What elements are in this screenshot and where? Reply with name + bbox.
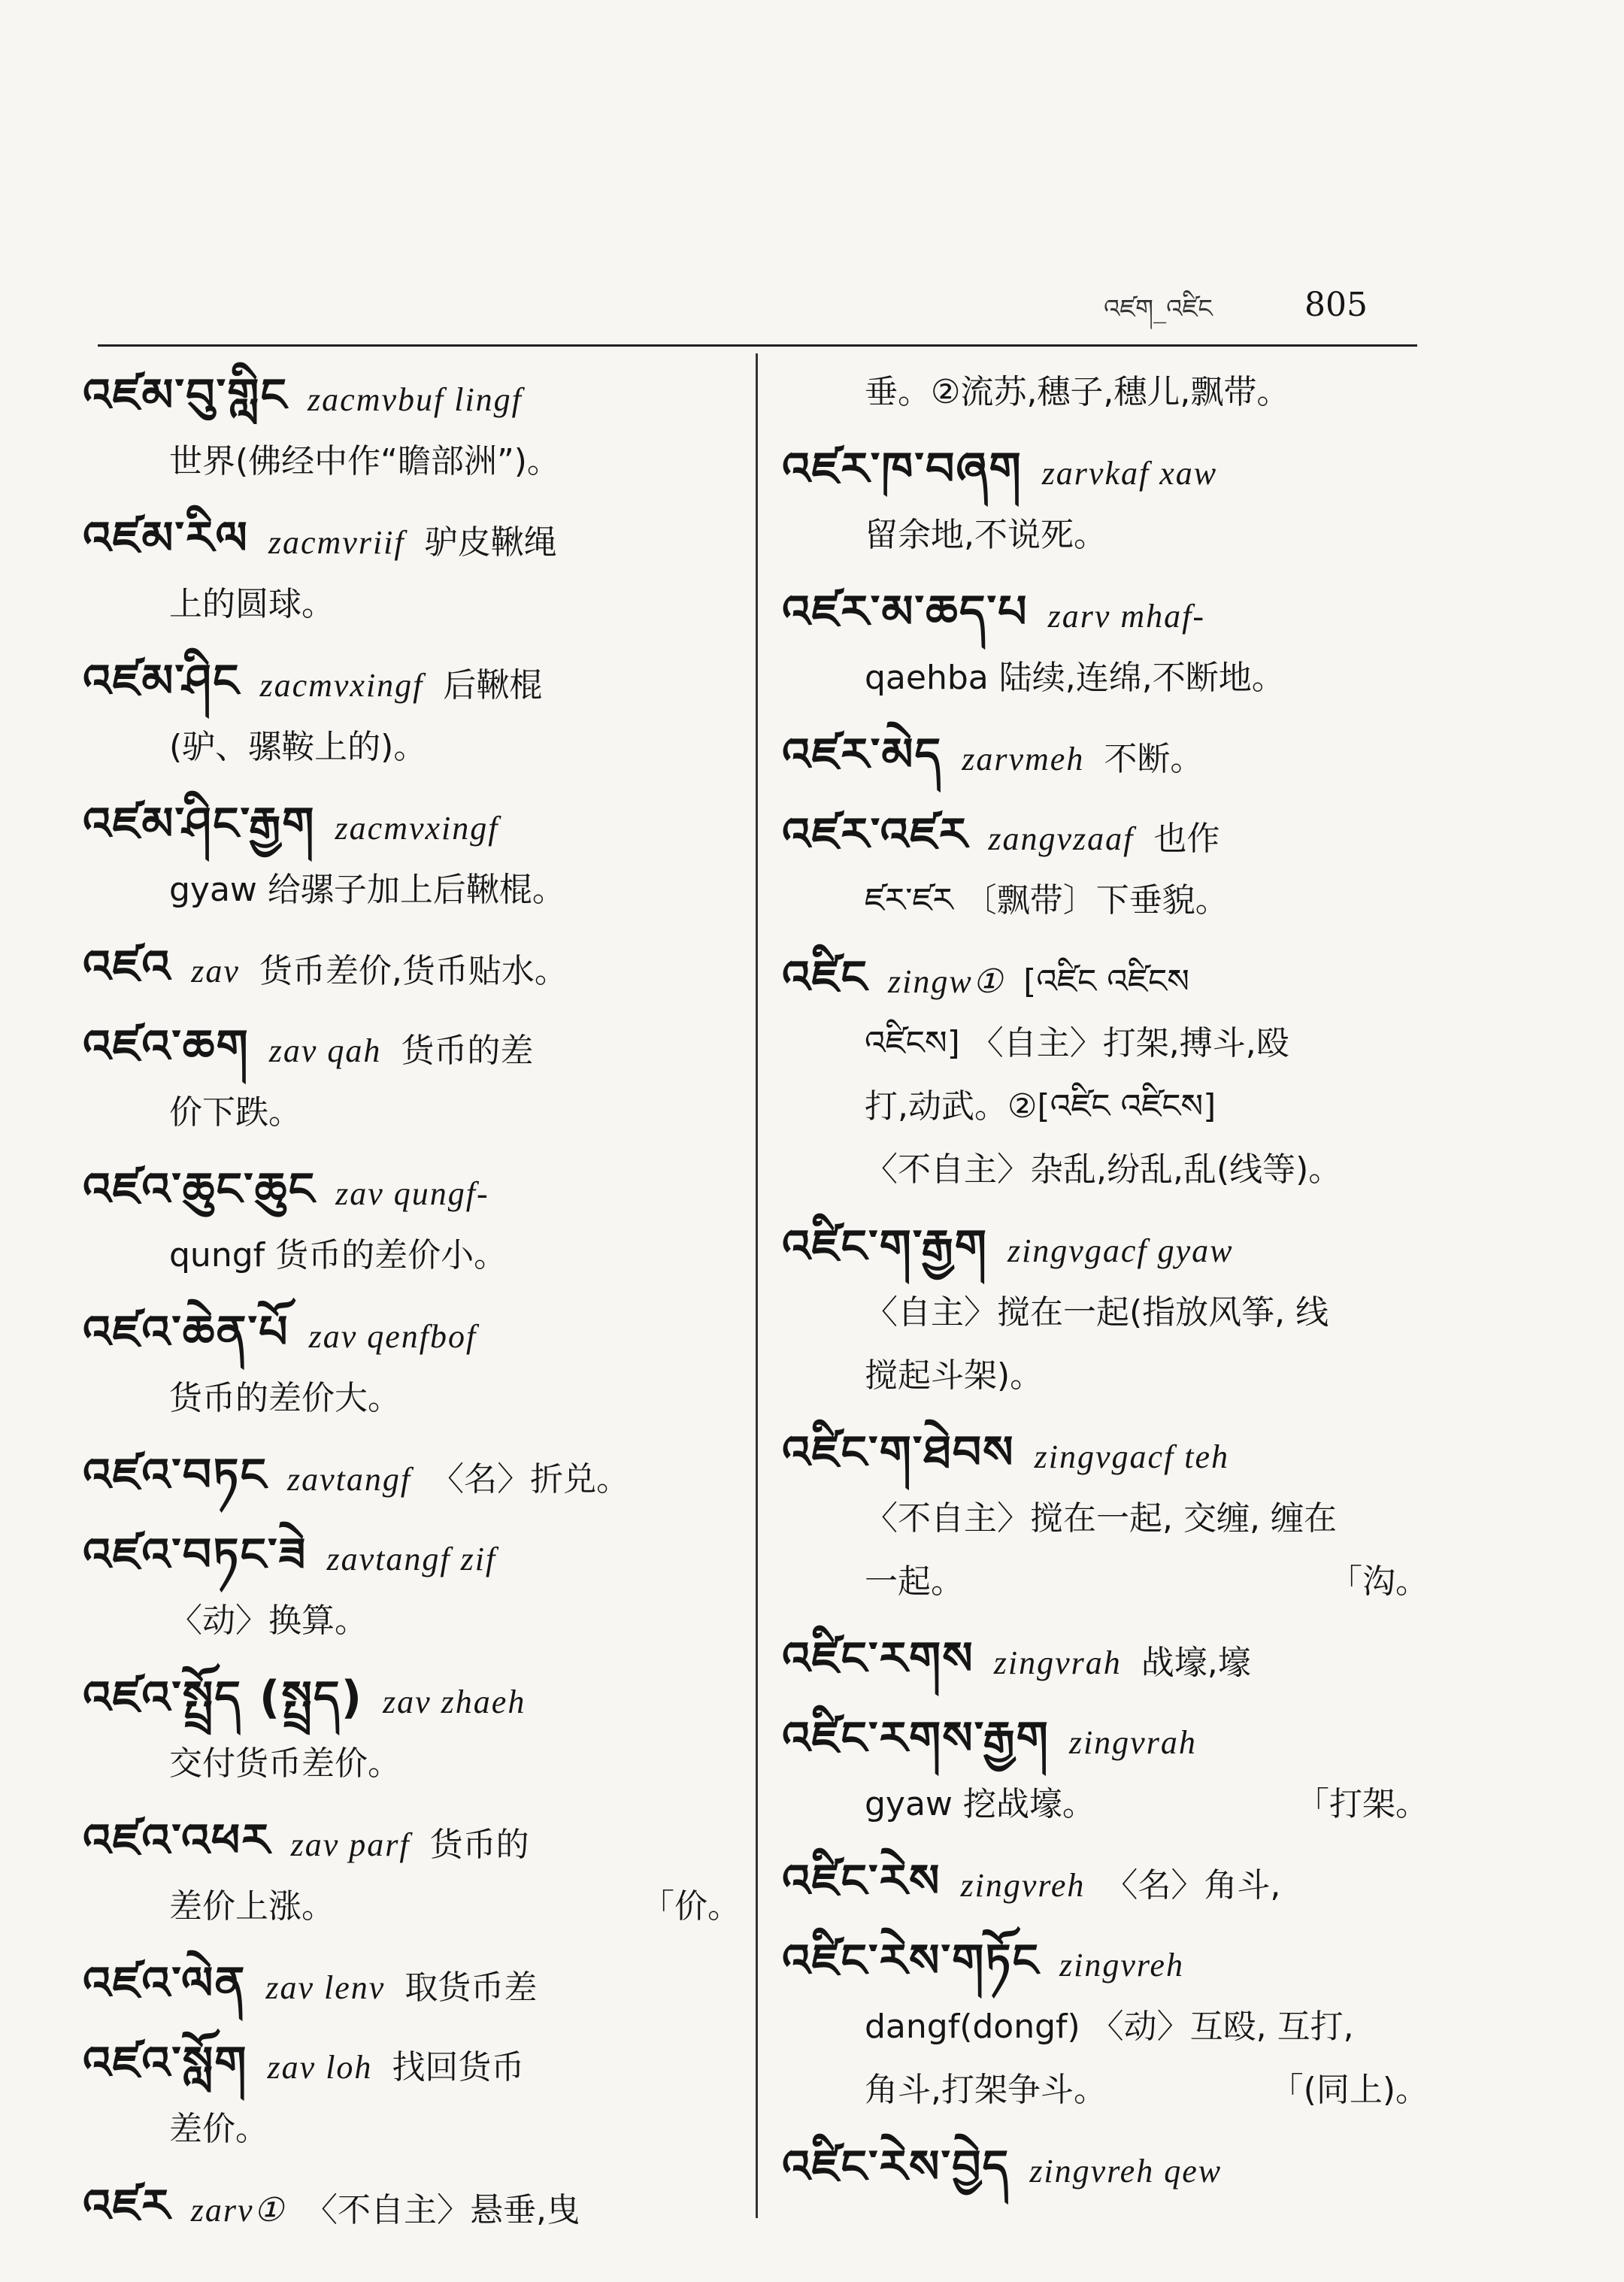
dictionary-entry xyxy=(782,1624,1429,1693)
tibetan-headword: འཛའ་ཆེན་པོ xyxy=(83,1306,289,1359)
definition-text: 〈不自主〉搅在一起, 交缠, 缠在 xyxy=(865,1499,1337,1538)
definition-continuation xyxy=(865,1344,1429,1408)
tibetan-headword: འཛིང་ག་ཐེབས xyxy=(782,1426,1015,1479)
romanization: zingvrah xyxy=(993,1644,1122,1681)
definition-text: 角斗,打架争斗。 xyxy=(865,2071,1107,2109)
definition-continuation xyxy=(865,1773,1429,1836)
entry-headline xyxy=(782,1926,1429,1996)
definition-continuation xyxy=(169,1367,741,1430)
dictionary-entry xyxy=(782,1847,1429,1916)
romanization: zarv① xyxy=(190,2192,286,2229)
tibetan-headword: འཛའ་སྤྲོད (སྤྲད) xyxy=(83,1671,364,1724)
entry-headline xyxy=(83,1806,741,1875)
column-divider xyxy=(756,353,758,2218)
left-column xyxy=(83,361,741,2251)
dictionary-entry xyxy=(83,1441,741,1510)
tibetan-headword: འཛའ་ཆག xyxy=(83,1020,250,1073)
definition-continuation xyxy=(169,1732,741,1796)
entry-headline xyxy=(83,361,741,430)
romanization: zav qenfbof xyxy=(308,1318,477,1355)
tibetan-headword: འཛའ་ལེན xyxy=(83,1957,247,2010)
tibetan-headword: འཛམ་བུ་གླིང xyxy=(83,369,289,422)
entry-headline xyxy=(83,647,741,716)
tibetan-headword: འཛིང་རེས xyxy=(782,1855,941,1908)
definition-continuation xyxy=(169,1590,741,1653)
tibetan-headword: འཛམ་ཤིང་རྒྱག xyxy=(83,798,316,850)
definition-text: qungf 货币的差价小。 xyxy=(169,1236,508,1274)
continuation-marker: 「(同上)。 xyxy=(1270,2071,1429,2109)
tibetan-headword: འཛར་ཁ་བཞག xyxy=(782,443,1023,495)
romanization: zarvkaf xaw xyxy=(1041,455,1218,492)
definition: 也作 xyxy=(1153,820,1220,858)
dictionary-entry xyxy=(83,1806,741,1938)
definition: 〈名〉角斗, xyxy=(1104,1866,1281,1905)
definition-continuation xyxy=(169,430,741,493)
definition-continuation xyxy=(865,1487,1429,1550)
dictionary-entry xyxy=(83,1520,741,1653)
dictionary-entry xyxy=(782,1704,1429,1836)
entry-headline xyxy=(83,1298,741,1367)
dictionary-entry xyxy=(782,435,1429,567)
definition-text: 搅起斗架)。 xyxy=(865,1356,1044,1395)
entry-headline xyxy=(782,1418,1429,1487)
romanization: zingvrah xyxy=(1068,1724,1197,1761)
dictionary-entry xyxy=(83,1155,741,1287)
tibetan-headword: འཛའ་བཏང་ཟེ xyxy=(83,1529,308,1581)
tibetan-headword: འཛའ xyxy=(83,941,172,993)
definition: 〈不自主〉悬垂,曳 xyxy=(304,2191,580,2229)
definition-continuation xyxy=(865,1075,1429,1138)
definition-text: 〈动〉换算。 xyxy=(169,1602,368,1640)
definition-continuation xyxy=(865,647,1429,710)
entry-headline xyxy=(782,720,1429,789)
entry-headline xyxy=(782,1624,1429,1693)
definition-text: 一起。 xyxy=(865,1562,964,1601)
entry-headline xyxy=(83,1949,741,2018)
tibetan-headword: འཛམ་རིལ xyxy=(83,512,249,565)
tibetan-headword: འཛའ་བཏང xyxy=(83,1449,268,1502)
tibetan-headword: འཛའ་འཕར xyxy=(83,1814,271,1867)
entry-headline xyxy=(782,1847,1429,1916)
entry-headline xyxy=(83,2029,741,2098)
dictionary-entry xyxy=(782,943,1429,1202)
romanization: zacmvbuf lingf xyxy=(308,381,523,418)
continuation-marker: 「打架。 xyxy=(1296,1785,1429,1823)
dictionary-entry xyxy=(83,1663,741,1796)
right-column xyxy=(782,361,1429,2212)
tibetan-headword: འཛར་མེད xyxy=(782,729,943,781)
tibetan-headword: འཛིང་རགས xyxy=(782,1632,974,1685)
romanization: zingvgacf teh xyxy=(1034,1438,1230,1475)
definition-text: qaehba 陆续,连绵,不断地。 xyxy=(865,659,1285,697)
definition: 取货币差 xyxy=(404,1968,538,2007)
dictionary-entry xyxy=(83,504,741,636)
definition-continuation xyxy=(169,1875,741,1938)
tibetan-headword: འཛིང་ག་རྒྱག xyxy=(782,1220,988,1273)
definition-text: 〈自主〉搅在一起(指放风筝, 线 xyxy=(865,1293,1329,1332)
definition: 货币的差 xyxy=(401,1032,534,1070)
dictionary-entry xyxy=(83,1012,741,1144)
dictionary-entry xyxy=(83,2029,741,2161)
definition-continuation xyxy=(865,2059,1429,2122)
dictionary-entry xyxy=(83,1949,741,2018)
entry-headline xyxy=(83,2171,741,2241)
tibetan-headword: འཛའ་ཆུང་ཆུང xyxy=(83,1163,317,1216)
definition: 货币差价,货币贴水。 xyxy=(259,952,568,990)
tibetan-headword: འཛར་འཛར xyxy=(782,808,969,861)
romanization: zacmvxingf xyxy=(335,810,499,847)
romanization: zav loh xyxy=(267,2049,373,2086)
tibetan-headword: འཛིང xyxy=(782,951,869,1004)
definition-text: 差价。 xyxy=(169,2110,268,2148)
definition-continuation xyxy=(865,361,1429,424)
romanization: zav qah xyxy=(268,1032,382,1069)
entry-headline xyxy=(83,789,741,859)
entry-headline xyxy=(83,504,741,573)
definition: 不断。 xyxy=(1104,740,1204,778)
dictionary-entry xyxy=(782,1926,1429,2122)
definition-text: (驴、骡鞍上的)。 xyxy=(169,728,427,766)
definition: 〈名〉折兑。 xyxy=(431,1460,630,1499)
entry-headline xyxy=(782,1704,1429,1773)
romanization: zingvreh xyxy=(960,1867,1086,1904)
definition-continuation xyxy=(169,2098,741,2161)
dictionary-entry xyxy=(782,361,1429,424)
definition-text: 货币的差价大。 xyxy=(169,1379,401,1417)
romanization: zav qungf- xyxy=(335,1175,489,1212)
tibetan-headword: འཛིང་རེས་གཏོང xyxy=(782,1935,1041,1987)
definition-text: 交付货币差价。 xyxy=(169,1744,401,1783)
entry-headline xyxy=(83,1663,741,1732)
definition-text: 差价上涨。 xyxy=(169,1887,335,1926)
definition-continuation xyxy=(865,1281,1429,1344)
entry-headline xyxy=(782,800,1429,869)
definition: 货币的 xyxy=(429,1826,529,1864)
dictionary-entry xyxy=(83,2171,741,2241)
definition: 后鞦棍 xyxy=(443,666,543,705)
romanization: zavtangf zif xyxy=(326,1541,497,1577)
definition-text: ཛར་ཛར 〔飘带〕下垂貌。 xyxy=(865,881,1229,920)
definition-text: 上的圆球。 xyxy=(169,585,335,623)
definition-continuation xyxy=(169,716,741,779)
definition-continuation xyxy=(169,573,741,636)
definition-continuation xyxy=(865,1550,1429,1614)
romanization: zingw① xyxy=(888,963,1004,1000)
dictionary-entry xyxy=(83,1298,741,1430)
definition-continuation xyxy=(865,1996,1429,2059)
romanization: zav parf xyxy=(290,1826,411,1863)
entry-headline xyxy=(782,577,1429,647)
definition-text: 打,动武。②[འཛིང འཛིངས] xyxy=(865,1087,1216,1126)
entry-headline xyxy=(782,943,1429,1012)
definition-continuation xyxy=(169,1081,741,1144)
dictionary-entry xyxy=(782,1418,1429,1614)
tibetan-headword: འཛར་མ་ཆད་པ xyxy=(782,586,1029,638)
definition: 找回货币 xyxy=(392,2048,525,2087)
romanization: zarv mhaf- xyxy=(1047,598,1206,635)
definition-continuation xyxy=(865,504,1429,567)
definition-text: 价下跌。 xyxy=(169,1093,301,1132)
romanization: zav zhaeh xyxy=(383,1683,526,1720)
entry-headline xyxy=(83,1155,741,1224)
definition-text: 垂。②流苏,穗子,穗儿,飘带。 xyxy=(865,373,1290,411)
entry-headline xyxy=(782,435,1429,504)
definition-continuation xyxy=(169,859,741,922)
tibetan-headword: འཛའ་སློག xyxy=(83,2037,248,2090)
continuation-marker: 「价。 xyxy=(641,1887,741,1926)
dictionary-entry xyxy=(782,2132,1429,2202)
romanization: zarvmeh xyxy=(962,741,1085,777)
dictionary-entry xyxy=(83,647,741,779)
definition-text: dangf(dongf) 〈动〉互殴, 互打, xyxy=(865,2008,1354,2046)
romanization: zacmvxingf xyxy=(259,667,424,704)
definition: [འཛིང འཛིངས xyxy=(1023,962,1189,1001)
header-rule xyxy=(98,344,1417,347)
romanization: zingvgacf gyaw xyxy=(1007,1232,1234,1269)
romanization: zav lenv xyxy=(265,1969,386,2006)
definition-text: 留余地,不说死。 xyxy=(865,516,1107,554)
entry-headline xyxy=(782,1212,1429,1281)
dictionary-entry xyxy=(782,800,1429,932)
definition-text: འཛིངས] 〈自主〉打架,搏斗,殴 xyxy=(865,1024,1289,1062)
entry-headline xyxy=(83,1441,741,1510)
dictionary-entry xyxy=(83,361,741,493)
definition-continuation xyxy=(865,1138,1429,1202)
dictionary-entry xyxy=(83,932,741,1002)
entry-headline xyxy=(782,2132,1429,2202)
definition-continuation xyxy=(865,1012,1429,1075)
tibetan-headword: འཛིང་རེས་བྱེད xyxy=(782,2141,1010,2193)
dictionary-entry xyxy=(782,577,1429,710)
definition: 战壕,壕 xyxy=(1141,1644,1251,1682)
tibetan-headword: འཛིང་རགས་རྒྱག xyxy=(782,1712,1050,1765)
entry-headline xyxy=(83,932,741,1002)
romanization: zav xyxy=(191,953,240,989)
tibetan-headword: འཛམ་ཤིང xyxy=(83,655,241,708)
dictionary-entry xyxy=(782,720,1429,789)
page-number: 805 xyxy=(1304,286,1368,324)
definition-text: 〈不自主〉杂乱,纷乱,乱(线等)。 xyxy=(865,1150,1342,1189)
romanization: zacmvriif xyxy=(268,524,405,561)
running-head: འཛག_འཛིང xyxy=(1104,294,1213,324)
romanization: zingvreh qew xyxy=(1029,2153,1223,2190)
definition-text: gyaw 给骡子加上后鞦棍。 xyxy=(169,871,565,909)
definition-text: 世界(佛经中作“瞻部洲”)。 xyxy=(169,442,560,480)
romanization: zingvreh xyxy=(1059,1947,1184,1983)
entry-headline xyxy=(83,1012,741,1081)
entry-headline xyxy=(83,1520,741,1590)
definition: 驴皮鞦绳 xyxy=(424,523,557,562)
romanization: zangvzaaf xyxy=(988,820,1135,857)
romanization: zavtangf xyxy=(286,1461,412,1498)
definition-continuation xyxy=(865,869,1429,932)
continuation-marker: 「沟。 xyxy=(1329,1562,1429,1601)
definition-text: gyaw 挖战壕。 xyxy=(865,1785,1095,1823)
definition-continuation xyxy=(169,1224,741,1287)
dictionary-entry xyxy=(83,789,741,922)
tibetan-headword: འཛར xyxy=(83,2180,171,2232)
dictionary-entry xyxy=(782,1212,1429,1408)
